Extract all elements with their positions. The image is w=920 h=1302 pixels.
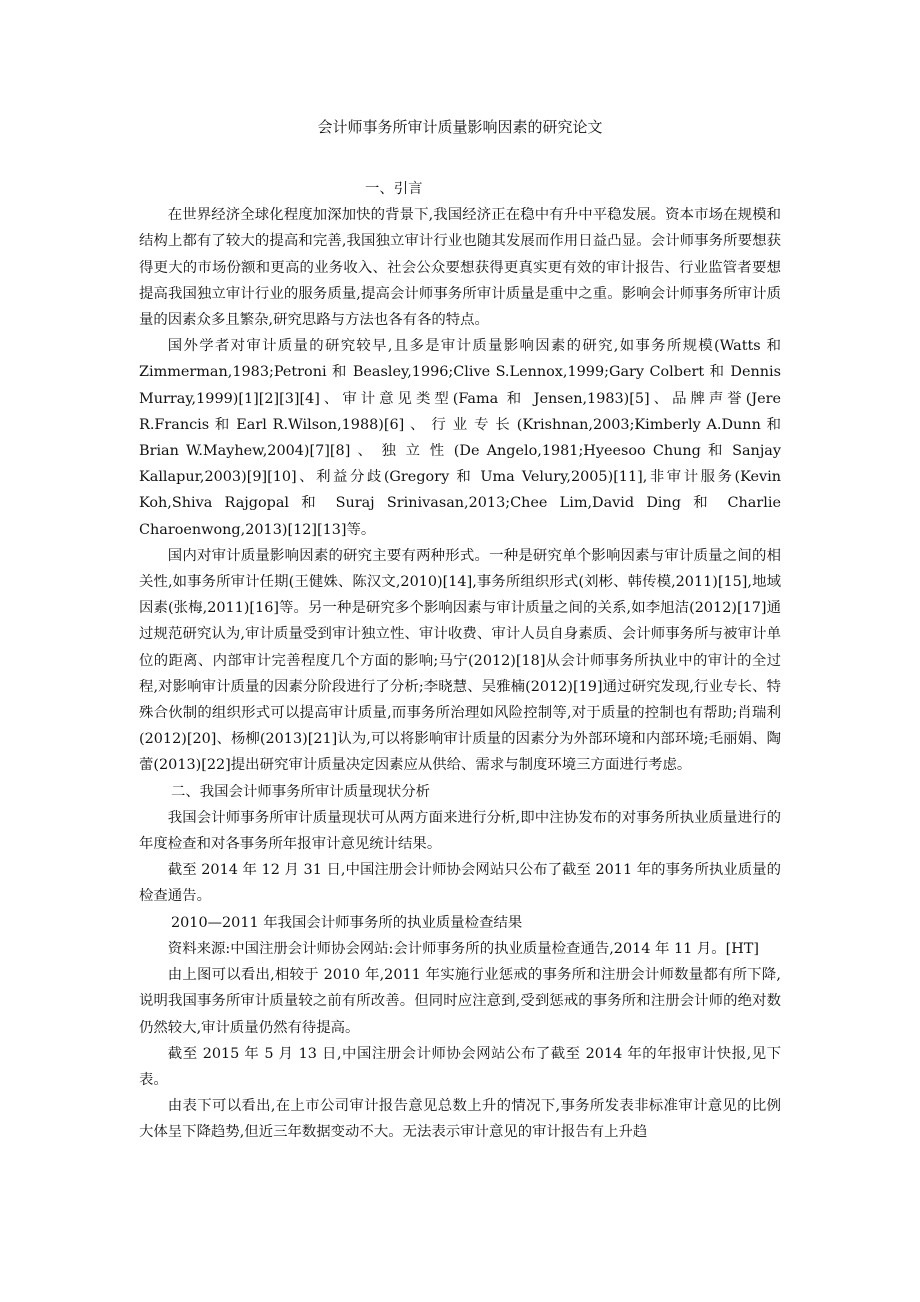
document-body: [139, 176, 781, 1146]
paragraph-1: 在世界经济全球化程度加深加快的背景下,我国经济正在稳中有升中平稳发展。资本市场在规模和结构上都有了较大的提高和完善,我国独立审计行业也随其发展而作用日益凸显。会计师事务所要想获得更大的市场份额和更高的业务收入、社会公众要想获得更真实更有效的审计报告、行业监管者要想提高我国独立审计行业的服务质量,提高会计师事务所审计质量是重中之重。影响会计师事务所审计质量的因素众多且繁杂,研究思路与方法也各有各的特点。: [139, 207, 781, 329]
document-title: 会计师事务所审计质量影响因素的研究论文: [317, 118, 603, 136]
paragraph-8: 由上图可以看出,相较于 2010 年,2011 年实施行业惩戒的事务所和注册会计师数量都有所下降,说明我国事务所审计质量较之前有所改善。但同时应注意到,受到惩戒的事务所和注册会计师的绝对数仍然较大,审计质量仍然有待提高。: [139, 967, 781, 1036]
paragraph-5: 截至 2014 年 12 月 31 日,中国注册会计师协会网站只公布了截至 2011 年的事务所执业质量的检查通告。: [139, 862, 781, 905]
section-heading-status-analysis: 二、我国会计师事务所审计质量现状分析: [171, 783, 431, 800]
paragraph-4: 我国会计师事务所审计质量现状可从两方面来进行分析,即中注协发布的对事务所执业质量进行的年度检查和对各事务所年报审计意见统计结果。: [139, 809, 781, 853]
source-note: 资料来源:中国注册会计师协会网站:会计师事务所的执业质量检查通告,2014 年 11 月。[HT]: [167, 940, 759, 957]
paragraph-2: 国外学者对审计质量的研究较早,且多是审计质量影响因素的研究,如事务所规模(Watts 和 Zimmerman,1983;Petroni 和 Beasley,1996;Clive S.Lennox,1999;Gary Colbert 和 Dennis Murray,1999)[1][2][3][4]、审计意见类型(Fama 和 Jensen,1983)[5]、品牌声誉(Jere R.Francis 和 Earl R.Wilson,1988)[6] 、 行 业 专 长 (Krishnan,2003;Kimberly A.Dunn 和 Brian W.Mayhew,2004)[7][8] 、 独 立 性 (De Angelo,1981;Hyeesoo Chung 和 Sanjay Kallapur,2003)[9][10]、利益分歧(Gregory 和 Uma Velury,2005)[11],非审计服务(Kevin Koh,Shiva Rajgopal 和 Suraj Srinivasan,2013;Chee Lim,David Ding 和 Charlie Charoenwong,2013)[12][13]等。: [139, 338, 781, 538]
section-heading-introduction: 一、引言: [365, 181, 423, 197]
paragraph-9: 截至 2015 年 5 月 13 日,中国注册会计师协会网站公布了截至 2014 年的年报审计快报,见下表。: [139, 1045, 781, 1088]
paragraph-3: 国内对审计质量影响因素的研究主要有两种形式。一种是研究单个影响因素与审计质量之间的相关性,如事务所审计任期(王健姝、陈汉文,2010)[14],事务所组织形式(刘彬、韩传模,2011)[15],地域因素(张梅,2011)[16]等。另一种是研究多个影响因素与审计质量之间的关系,如李旭洁(2012)[17]通过规范研究认为,审计质量受到审计独立性、审计收费、审计人员自身素质、会计师事务所与被审计单位的距离、内部审计完善程度几个方面的影响;马宁(2012)[18]从会计师事务所执业中的审计的全过程,对影响审计质量的因素分阶段进行了分析;李晓慧、吴雅楠(2012)[19]通过研究发现,行业专长、特殊合伙制的组织形式可以提高审计质量,而事务所治理如风险控制等,对于质量的控制也有帮助;肖瑞利(2012)[20]、杨柳(2013)[21]认为,可以将影响审计质量的因素分为外部环境和内部环境;毛丽娟、陶蕾(2013)[22]提出研究审计质量决定因素应从供给、需求与制度环境三方面进行考虑。: [139, 547, 781, 774]
figure-caption: 2010—2011 年我国会计师事务所的执业质量检查结果: [171, 914, 523, 931]
paragraph-10: 由表下可以看出,在上市公司审计报告意见总数上升的情况下,事务所发表非标准审计意见的比例大体呈下降趋势,但近三年数据变动不大。无法表示审计意见的审计报告有上升趋: [139, 1098, 781, 1141]
